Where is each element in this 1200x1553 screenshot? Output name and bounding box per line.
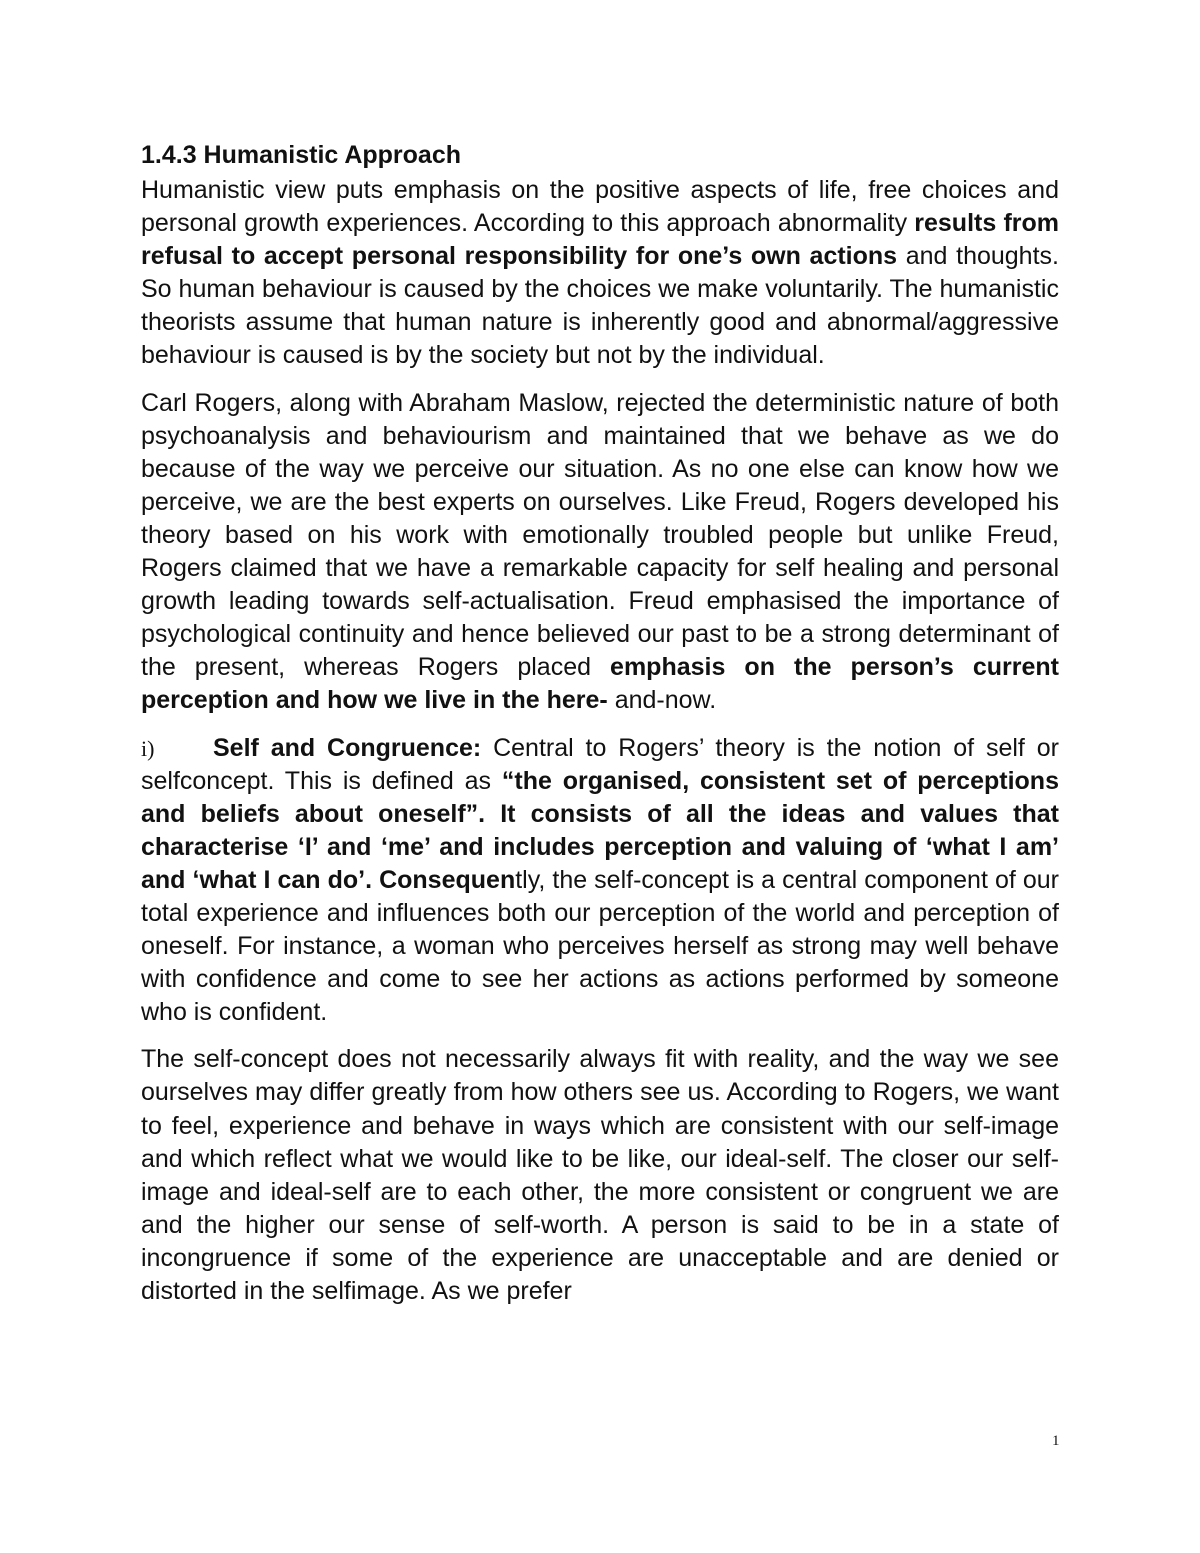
bold-phrase: “the organised, consistent set of perceptions and beliefs about oneself”. It consists of all the ideas and values that characterise ‘I’ and ‘me’ and includes perception and valuing of ‘what I am’ and ‘what I can do’. Consequen	[141, 766, 1059, 894]
list-marker: i)	[141, 735, 155, 761]
paragraph-self-concept	[141, 1043, 1059, 1308]
bold-phrase: results from refusal to accept personal responsibility for one’s own actions	[141, 209, 1059, 271]
paragraph-text: Central to Rogers’ theory is the notion of self or selfconcept. This is defined as	[141, 733, 1059, 795]
document-body	[141, 138, 1059, 1322]
section-heading: 1.4.3 Humanistic Approach	[141, 141, 461, 169]
paragraph-humanistic-view	[141, 174, 1059, 373]
list-item-title: Self and Congruence:	[213, 733, 482, 762]
paragraph-text: Humanistic view puts emphasis on the positive aspects of life, free choices and personal growth experiences. According to this approach abnormality	[141, 176, 1059, 238]
paragraph-text: and-now.	[614, 686, 717, 715]
paragraph-text: tly, the self-concept is a central component of our total experience and influences both our perception of the world and perception of oneself. For instance, a woman who perceives herself as strong may well behave with confidence and come to see her actions as actions performed by someone who is confident.	[141, 865, 1059, 1027]
list-item-self-and-congruence	[141, 732, 1059, 1030]
paragraph-text: Carl Rogers, along with Abraham Maslow, rejected the deterministic nature of both psychoanalysis and behaviourism and maintained that we behave as we do because of the way we perceive our situation. As no one else can know how we perceive, we are the best experts on ourselves. Like Freud, Rogers developed his theory based on his work with emotionally troubled people but unlike Freud, Rogers claimed that we have a remarkable capacity for self healing and personal growth leading towards self-actualisation. Freud emphasised the importance of psychological continuity and hence believed our past to be a strong determinant of the present, whereas Rogers placed	[141, 388, 1059, 682]
paragraph-text: The self-concept does not necessarily always fit with reality, and the way we see ourselves may differ greatly from how others see us. According to Rogers, we want to feel, experience and behave in ways which are consistent with our self-image and which reflect what we would like to be like, our ideal-self. The closer our self-image and ideal-self are to each other, the more consistent or congruent we are and the higher our sense of self-worth. A person is said to be in a state of incongruence if some of the experience are unacceptable and are denied or distorted in the selfimage. As we prefer	[141, 1045, 1059, 1305]
bold-phrase: emphasis on the person’s current perception and how we live in the here-	[141, 653, 1059, 715]
paragraph-text: and thoughts. So human behaviour is caused by the choices we make voluntarily. The humanistic theorists assume that human nature is inherently good and abnormal/aggressive behaviour is caused is by the society but not by the individual.	[141, 242, 1059, 370]
page-number: 1	[1052, 1433, 1060, 1449]
paragraph-carl-rogers	[141, 387, 1059, 718]
